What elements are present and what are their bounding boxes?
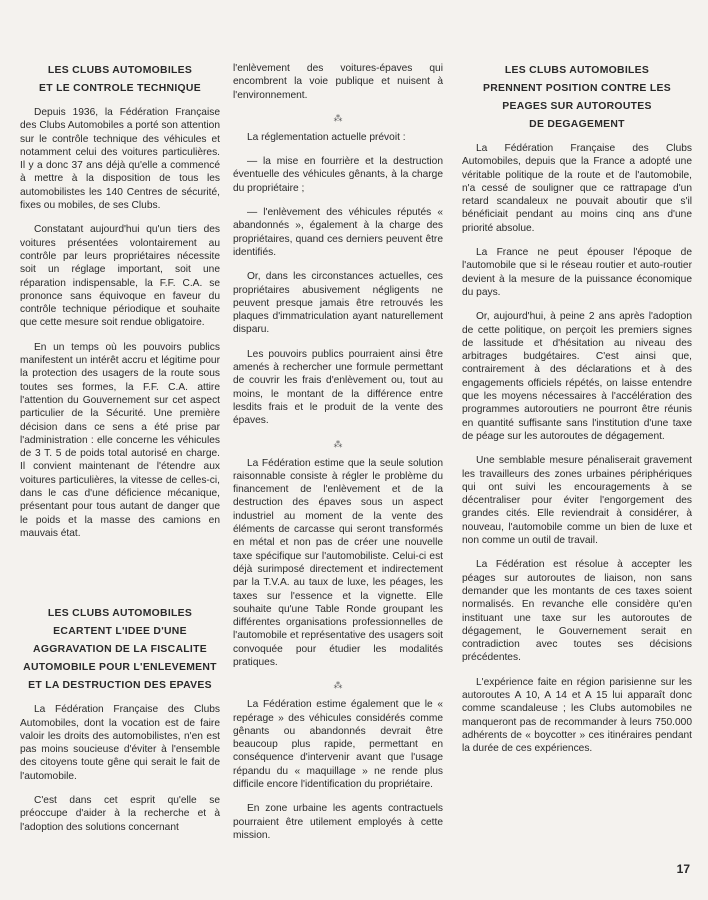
column-left bbox=[20, 62, 220, 845]
paragraph: L'expérience faite en région parisienne sur les autoroutes A 10, A 14 et A 15 lui apparaît donc comme scandaleuse ; les Clubs automobiles ne manqueront pas de recommander à leurs 750.000 adhérents de « boycotter » ces itinéraires pendant la durée de ces expériences. bbox=[462, 676, 692, 755]
heading-controle-technique bbox=[20, 62, 220, 98]
paragraph: Depuis 1936, la Fédération Française des Clubs Automobiles a porté son attention sur le contrôle technique des véhicules et notamment celui des voitures particulières. Il y a donc 37 ans déjà qu'elle a commencé à mettre à la disposition de tous les automobilistes les 140 Centres de sécurité, fixes ou mobiles, de ses Clubs. bbox=[20, 107, 220, 212]
paragraph: Constatant aujourd'hui qu'un tiers des voitures présentées volontairement au contrôle par leurs propriétaires nécessite soit un réglage important, soit une réparation indispensable, la F.F. C.A. se prononce sans équivoque en faveur du contrôle technique périodique et souhaite que cette mesure soit rendue obligatoire. bbox=[20, 224, 220, 329]
heading-line: AGGRAVATION DE LA FISCALITE bbox=[33, 644, 207, 656]
paragraph: La réglementation actuelle prévoit : bbox=[247, 131, 406, 143]
paragraph: Une semblable mesure pénaliserait gravement les travailleurs des zones urbaines périphériques qui ont suivi les encouragements à se décentraliser pour éviter l'engorgement des grandes cités. Elle reviendrait à considérer, à nouveau, l'automobile comme un bien de luxe et non comme un outil de travail. bbox=[462, 455, 692, 547]
heading-peages bbox=[462, 62, 692, 134]
paragraph: La Fédération estime également que le « repérage » des véhicules considérés comme gênants ou abandonnés devrait être beaucoup plus rapide, permettant en conséquence d'intervenir avant que l'usage répandu du « maquillage » ne rende plus difficile encore l'identification du propriétaire. bbox=[233, 699, 443, 791]
column-right bbox=[462, 62, 692, 766]
asterism-separator: ⁂ bbox=[333, 112, 343, 123]
heading-line: LES CLUBS AUTOMOBILES bbox=[504, 65, 650, 76]
paragraph: La France ne peut épouser l'époque de l'automobile que si le réseau routier et auto-routier devient à la mesure de la puissance économique du pays. bbox=[462, 247, 692, 298]
heading-line: LES CLUBS AUTOMOBILES bbox=[47, 608, 193, 620]
heading-line: PEAGES SUR AUTOROUTES bbox=[502, 101, 652, 112]
paragraph: La Fédération estime que la seule solution raisonnable consiste à régler le problème du financement de l'enlèvement et de la destruction des épaves sous un aspect industriel au moment de la vente des éléments de carcasse qui seront transformés en métal et non pas de créer une nouvelle taxe spécifique sur l'automobiliste. Celui-ci est déjà surimposé directement et indirectement par la T.V.A. au taux de luxe, les péages, les taxes sur l'essence et la vignette. Elle souhaite qu'une Table Ronde groupant les différentes organisations professionnelles de l'automobile et représentative des usagers soit convoquée pour étudier les modalités pratiques. bbox=[233, 457, 443, 668]
paragraph: l'enlèvement des voitures-épaves qui encombrent la voie publique et nuisent à l'environnement. bbox=[233, 63, 443, 101]
page-number: 17 bbox=[676, 862, 690, 876]
heading-line: AUTOMOBILE POUR L'ENLEVEMENT bbox=[23, 662, 217, 674]
paragraph: En zone urbaine les agents contractuels pourraient être utilement employés à cette mission. bbox=[233, 803, 443, 841]
heading-line: ECARTENT L'IDEE D'UNE bbox=[53, 626, 187, 638]
paragraph: La Fédération est résolue à accepter les péages sur autoroutes de liaison, non sans demander que les montants de ces taxes soient normalisés. En revanche elle considère qu'en instituant une taxe sur les autoroutes de dégagement, le Gouvernement serait en contradiction avec toutes ses décisions précédentes. bbox=[462, 559, 692, 664]
paragraph: En un temps où les pouvoirs publics manifestent un intérêt accru et légitime pour la protection des usagers de la route sous toutes ses formes, la F.F. C.A. attire l'attention du Gouvernement sur cet aspect particulier de la Sécurité. Une première décision dans ce sens a été prise par l'administration : elle concerne les véhicules de 3 T. 5 de poids total autorisé en charge. Il convient maintenant de l'étendre aux voitures particulières, la vitesse de celles-ci, dans le cas d'une déficience mécanique, présentant pour tous autant de danger que le poids et la masse des camions en mauvais état. bbox=[20, 341, 220, 539]
heading-epaves bbox=[20, 605, 220, 695]
paragraph: Or, aujourd'hui, à peine 2 ans après l'adoption de cette politique, on perçoit les premiers signes de lassitude et d'hésitation au niveau des arbitrages budgétaires. C'est ainsi que, contrairement à des déclarations et à des engagements officiels répétés, on laisse entendre que les moyens nécessaires à l'accélération des programmes autoroutiers ne pourront être réunis en quantité suffisante sans l'institution d'une taxe de péage sur les autoroutes de dégagement. bbox=[462, 311, 692, 442]
heading-line: PRENNENT POSITION CONTRE LES bbox=[483, 83, 671, 94]
asterism-separator: ⁂ bbox=[333, 438, 343, 449]
heading-line: DE DEGAGEMENT bbox=[529, 119, 625, 130]
column-middle bbox=[233, 62, 443, 853]
paragraph: La Fédération Française des Clubs Automobiles, dont la vocation est de faire valoir les droits des automobilistes, n'en est pas moins soucieuse d'éviter à l'ensemble des citoyens toute gêne qui serait le fait de l'automobile. bbox=[20, 704, 220, 782]
paragraph: — la mise en fourrière et la destruction éventuelle des véhicules gênants, à la charge du propriétaire ; bbox=[233, 156, 443, 194]
heading-line: LES CLUBS AUTOMOBILES bbox=[47, 65, 193, 76]
heading-line: ET LA DESTRUCTION DES EPAVES bbox=[28, 680, 212, 692]
spacer bbox=[20, 551, 220, 605]
paragraph: C'est dans cet esprit qu'elle se préoccupe d'aider à la recherche et à l'adoption des solutions concernant bbox=[20, 794, 220, 833]
paragraph: Or, dans les circonstances actuelles, ces propriétaires abusivement négligents ne peuvent presque jamais être retrouvés les plaques d'immatriculation ayant naturellement disparu. bbox=[233, 271, 443, 336]
heading-line: ET LE CONTROLE TECHNIQUE bbox=[39, 83, 201, 94]
paragraph: — l'enlèvement des véhicules réputés « abandonnés », également à la charge des propriétaires, quand ces derniers peuvent être identifiés. bbox=[233, 207, 443, 258]
paragraph: La Fédération Française des Clubs Automobiles, depuis que la France a adopté une véritable politique de la route et de l'automobile, n'a cessé de souligner que ce rattrapage d'un retard scandaleux ne pouvait aboutir que s'il bénéficiait pendant au moins cinq ans d'une priorité absolue. bbox=[462, 143, 692, 234]
asterism-separator: ⁂ bbox=[333, 680, 343, 691]
paragraph: Les pouvoirs publics pourraient ainsi être amenés à rechercher une formule permettant de couvrir les frais d'enlèvement ou, tout au moins, le montant de la différence entre lesdits frais et le produit de la vente des épaves. bbox=[233, 348, 443, 427]
